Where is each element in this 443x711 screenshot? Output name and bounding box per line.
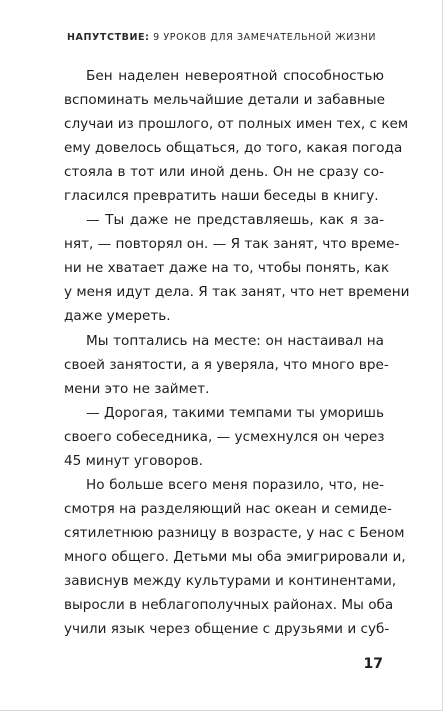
running-head-subtitle: 9 УРОКОВ ДЛЯ ЗАМЕЧАТЕЛЬНОЙ ЖИЗНИ (153, 32, 377, 43)
text-line: у меня идут дела. Я так занят, что нет времени (64, 284, 410, 301)
page-number: 17 (363, 656, 383, 672)
text-line: 45 минут уговоров. (64, 452, 203, 469)
text-line: много общего. Детьми мы оба эмигрировали и, (64, 548, 406, 565)
text-line: нят, — повторял он. — Я так занят, что време- (64, 236, 400, 253)
text-line: стояла в тот или иной день. Он не сразу со- (64, 164, 384, 181)
text-line: даже умереть. (64, 308, 171, 325)
text-line: выросли в неблагополучных районах. Мы оба (64, 597, 394, 614)
text-line: зависнув между культурами и континентами, (64, 572, 397, 589)
text-line: ему довелось общаться, до того, какая погода (64, 140, 403, 157)
text-line: мени это не займет. (64, 380, 210, 397)
body-text (64, 64, 410, 641)
text-line: Бен наделен невероятной способностью (86, 68, 384, 84)
text-line: — Ты даже не представляешь, как я за- (86, 212, 384, 229)
text-line: — Дорогая, такими темпами ты уморишь (86, 404, 384, 421)
text-line: Мы топтались на месте: он настаивал на (86, 332, 384, 349)
text-line: Но больше всего меня поразило, что, не- (86, 476, 384, 493)
running-head (0, 32, 443, 43)
text-line: случаи из прошлого, от полных имен тех, с кем (64, 116, 409, 133)
text-line: сятилетнюю разницу в возрасте, у нас с Беном (64, 524, 405, 541)
text-line: своего собеседника, — усмехнулся он через (64, 428, 385, 445)
text-line: своей занятости, а я уверяла, что много вре- (64, 356, 389, 373)
running-head-title: НАПУТСТВИЕ: (66, 32, 150, 43)
text-line: смотря на разделяющий нас океан и семиде- (64, 500, 392, 517)
text-line: гласился превратить наши беседы в книгу. (64, 188, 379, 205)
text-line: ни не хватает даже на то, чтобы понять, как (64, 260, 390, 277)
text-line: учили язык через общение с друзьями и суб- (64, 621, 390, 638)
text-line: вспоминать мельчайшие детали и забавные (64, 92, 385, 109)
